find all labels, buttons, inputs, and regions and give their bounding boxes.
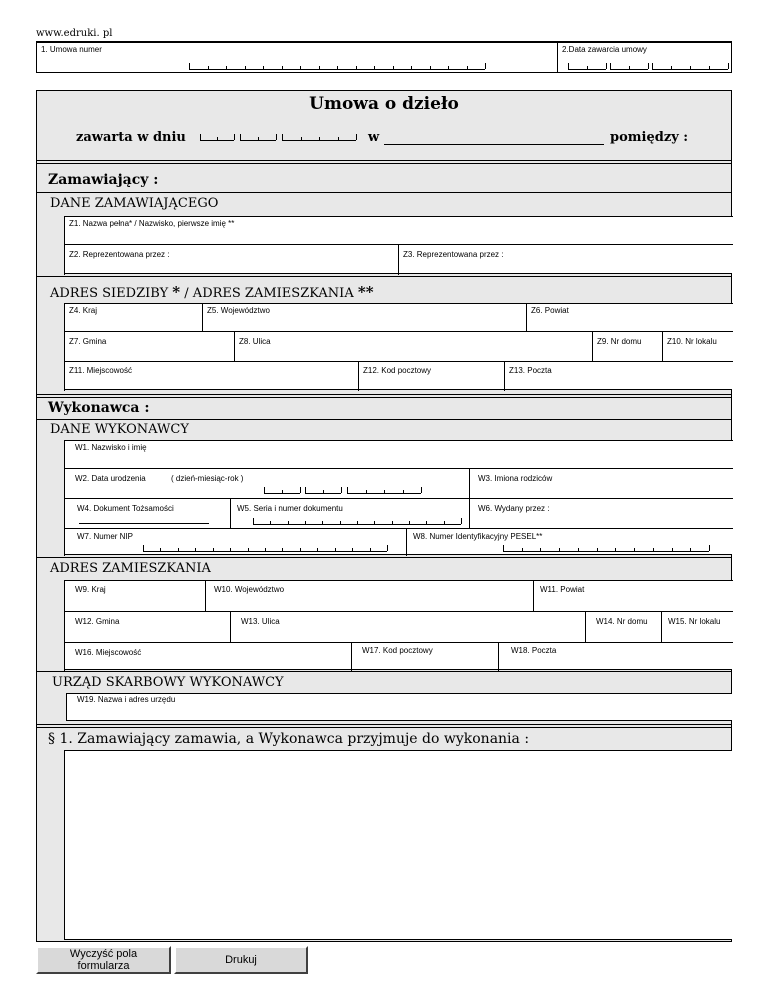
z6-label: Z6. Powiat — [531, 306, 569, 315]
w18-label: W18. Poczta — [511, 646, 557, 655]
comb-tick — [392, 521, 393, 524]
comb-tick — [234, 134, 235, 140]
site-url: www.edruki. pl — [36, 28, 113, 39]
comb-tick — [409, 521, 410, 524]
ordering-data-title: DANE ZAMAWIAJĄCEGO — [50, 196, 219, 211]
comb-tick — [264, 487, 265, 493]
z7-label: Z7. Gmina — [69, 337, 107, 346]
comb-tick — [568, 63, 569, 69]
comb-tick — [356, 66, 357, 69]
comb-tick — [245, 66, 246, 69]
comb-tick — [276, 134, 277, 140]
w11-label: W11. Powiat — [540, 585, 585, 594]
comb-tick — [384, 490, 385, 493]
comb-tick — [301, 137, 302, 140]
z13-label: Z13. Poczta — [509, 366, 552, 375]
comb-tick — [421, 487, 422, 493]
contractor-data-title: DANE WYKONAWCY — [50, 422, 189, 437]
w12-field[interactable] — [64, 611, 230, 642]
w19-field[interactable] — [66, 693, 732, 721]
ordering-address-rule — [36, 276, 732, 277]
comb-tick — [335, 548, 336, 551]
comb-tick — [282, 66, 283, 69]
page-title: Umowa o dzieło — [309, 94, 459, 114]
comb-tick — [587, 66, 588, 69]
w2-label: W2. Data urodzenia — [75, 474, 146, 483]
z11-label: Z11. Miejscowość — [69, 366, 132, 375]
comb-tick — [248, 548, 249, 551]
w19-label: W19. Nazwa i adres urzędu — [77, 695, 176, 704]
z1-label: Z1. Nazwa pełna* / Nazwisko, pierwsze imię ** — [69, 219, 235, 228]
w1-label: W1. Nazwisko i imię — [75, 443, 147, 452]
comb-tick — [305, 521, 306, 524]
print-button[interactable]: Drukuj — [174, 946, 308, 974]
comb-tick — [634, 548, 635, 551]
comb-tick — [338, 137, 339, 140]
contractor-address-box — [64, 580, 732, 670]
contract-date-field[interactable] — [558, 43, 732, 73]
concluded-month[interactable] — [240, 134, 276, 141]
comb-tick — [356, 134, 357, 140]
comb-tick — [217, 137, 218, 140]
contract-number-comb[interactable] — [189, 63, 485, 70]
concluded-place-line[interactable] — [384, 144, 604, 145]
contractor-heading: Wykonawca : — [48, 400, 150, 416]
w6-label: W6. Wydany przez : — [478, 504, 550, 513]
z4-field[interactable] — [64, 303, 202, 331]
comb-tick — [305, 487, 306, 493]
comb-tick — [444, 521, 445, 524]
concluded-on-label: zawarta w dniu — [76, 130, 186, 145]
z9-field[interactable] — [592, 331, 662, 361]
z3-field[interactable] — [398, 244, 733, 275]
z6-field[interactable] — [526, 303, 733, 331]
contractor-data-box — [64, 440, 732, 555]
comb-tick — [503, 545, 504, 551]
w5-field[interactable] — [230, 498, 469, 528]
w8-label: W8. Numer Identyfikacyjny PESEL** — [413, 532, 543, 541]
w17-field[interactable] — [351, 642, 498, 671]
comb-tick — [300, 487, 301, 493]
comb-tick — [253, 518, 254, 524]
comb-tick — [403, 490, 404, 493]
comb-tick — [648, 63, 649, 69]
w11-field[interactable] — [533, 580, 733, 611]
comb-tick — [323, 490, 324, 493]
z4-label: Z4. Kraj — [69, 306, 98, 315]
comb-tick — [319, 137, 320, 140]
w8-field[interactable] — [406, 528, 733, 556]
comb-tick — [426, 521, 427, 524]
comb-tick — [370, 548, 371, 551]
comb-tick — [317, 548, 318, 551]
contractor-rule — [36, 419, 732, 420]
comb-tick — [282, 548, 283, 551]
w14-label: W14. Nr domu — [596, 617, 648, 626]
comb-tick — [200, 134, 201, 140]
z3-label: Z3. Reprezentowana przez : — [403, 250, 504, 259]
w5-comb[interactable] — [253, 518, 461, 525]
concluded-between-label: pomiędzy : — [610, 130, 689, 145]
w13-field[interactable] — [230, 611, 585, 642]
w2-year[interactable] — [347, 487, 421, 494]
comb-tick — [263, 66, 264, 69]
w18-field[interactable] — [498, 642, 733, 671]
comb-tick — [282, 134, 283, 140]
comb-tick — [178, 548, 179, 551]
concluded-year[interactable] — [282, 134, 356, 141]
double-rule-2 — [36, 394, 732, 398]
z12-label: Z12. Kod pocztowy — [363, 366, 432, 375]
w3-field[interactable] — [469, 468, 733, 498]
ordering-address-star2: ** — [357, 283, 374, 301]
w12-label: W12. Gmina — [75, 617, 120, 626]
ordering-rule — [36, 192, 732, 193]
comb-tick — [300, 548, 301, 551]
z5-label: Z5. Województwo — [207, 306, 270, 315]
comb-tick — [690, 548, 691, 551]
comb-tick — [189, 63, 190, 69]
comb-tick — [195, 548, 196, 551]
ordering-address-title-1: ADRES SIEDZIBY — [50, 286, 169, 301]
concluded-day[interactable] — [200, 134, 234, 141]
w7-field[interactable] — [64, 528, 406, 556]
comb-tick — [270, 521, 271, 524]
comb-tick — [411, 66, 412, 69]
double-rule-3 — [36, 724, 732, 728]
title-section — [36, 90, 732, 162]
comb-tick — [282, 490, 283, 493]
comb-tick — [265, 548, 266, 551]
z2-field[interactable] — [64, 244, 398, 275]
z12-field[interactable] — [358, 361, 504, 391]
tax-office-title: URZĄD SKARBOWY WYKONAWCY — [52, 675, 284, 690]
comb-tick — [341, 487, 342, 493]
comb-tick — [340, 521, 341, 524]
w16-field[interactable] — [64, 642, 351, 671]
comb-tick — [610, 63, 611, 69]
w2-field[interactable] — [64, 468, 469, 498]
w2-hint: ( dzień-miesiąc-rok ) — [171, 474, 244, 483]
z10-field[interactable] — [662, 331, 733, 361]
w10-field[interactable] — [205, 580, 533, 611]
comb-tick — [671, 66, 672, 69]
comb-tick — [690, 66, 691, 69]
comb-tick — [230, 548, 231, 551]
w8-comb[interactable] — [503, 545, 709, 552]
comb-tick — [578, 548, 579, 551]
w7-comb[interactable] — [143, 545, 387, 552]
contract-number-field[interactable] — [36, 43, 558, 73]
w13-label: W13. Ulica — [241, 617, 280, 626]
comb-tick — [672, 548, 673, 551]
comb-tick — [143, 545, 144, 551]
comb-tick — [615, 548, 616, 551]
double-rule — [36, 160, 732, 164]
w16-label: W16. Miejscowość — [75, 648, 142, 657]
w2-month[interactable] — [305, 487, 341, 494]
clear-form-button[interactable]: Wyczyść pola formularza — [36, 946, 171, 974]
w15-label: W15. Nr lokalu — [668, 617, 721, 626]
comb-tick — [226, 66, 227, 69]
comb-tick — [319, 66, 320, 69]
z5-field[interactable] — [202, 303, 526, 331]
comb-tick — [606, 63, 607, 69]
tax-office-rule — [36, 671, 732, 672]
contractor-address-title: ADRES ZAMIESZKANIA — [50, 561, 211, 576]
w3-label: W3. Imiona rodziców — [478, 474, 553, 483]
comb-tick — [522, 548, 523, 551]
contract-date-month[interactable] — [610, 63, 648, 70]
w4-field[interactable] — [64, 498, 230, 528]
comb-tick — [461, 518, 462, 524]
comb-tick — [448, 66, 449, 69]
comb-tick — [709, 545, 710, 551]
comb-tick — [559, 548, 560, 551]
z9-label: Z9. Nr domu — [597, 337, 642, 346]
comb-tick — [393, 66, 394, 69]
comb-tick — [374, 521, 375, 524]
z8-field[interactable] — [234, 331, 592, 361]
comb-tick — [337, 66, 338, 69]
w2-day[interactable] — [264, 487, 300, 494]
z8-label: Z8. Ulica — [239, 337, 271, 346]
w4-label: W4. Dokument Tożsamości — [77, 504, 174, 513]
paragraph-1-textarea[interactable] — [64, 750, 732, 940]
comb-tick — [208, 66, 209, 69]
w4-line[interactable] — [79, 523, 209, 524]
comb-tick — [485, 63, 486, 69]
ordering-address-box — [64, 303, 732, 390]
comb-tick — [629, 66, 630, 69]
comb-tick — [160, 548, 161, 551]
comb-tick — [258, 137, 259, 140]
z13-field[interactable] — [504, 361, 733, 391]
comb-tick — [387, 545, 388, 551]
contractor-address-rule — [36, 557, 732, 558]
z7-field[interactable] — [64, 331, 234, 361]
comb-tick — [728, 63, 729, 69]
comb-tick — [366, 490, 367, 493]
contract-date-day[interactable] — [568, 63, 606, 70]
ordering-address-title-2: / ADRES ZAMIESZKANIA — [184, 286, 354, 301]
comb-tick — [653, 548, 654, 551]
comb-tick — [213, 548, 214, 551]
w9-field[interactable] — [64, 580, 205, 611]
z11-field[interactable] — [64, 361, 358, 391]
ordering-address-title — [50, 283, 374, 301]
w10-label: W10. Województwo — [214, 585, 285, 594]
contract-number-label: 1. Umowa numer — [41, 45, 102, 54]
w1-field[interactable] — [64, 440, 733, 468]
comb-tick — [430, 66, 431, 69]
z10-label: Z10. Nr lokalu — [667, 337, 717, 346]
paragraph-1-heading: § 1. Zamawiający zamawia, a Wykonawca przyjmuje do wykonania : — [48, 731, 530, 747]
w9-label: W9. Kraj — [75, 585, 106, 594]
z1-field[interactable] — [64, 216, 733, 244]
contract-date-year[interactable] — [652, 63, 728, 70]
comb-tick — [540, 548, 541, 551]
ordering-data-box — [64, 216, 732, 274]
w6-field[interactable] — [469, 498, 733, 528]
concluded-in-label: w — [368, 130, 380, 145]
comb-tick — [322, 521, 323, 524]
comb-tick — [597, 548, 598, 551]
w7-label: W7. Numer NIP — [77, 532, 134, 541]
w5-label: W5. Seria i numer dokumentu — [237, 504, 343, 513]
comb-tick — [652, 63, 653, 69]
comb-tick — [709, 66, 710, 69]
comb-tick — [300, 66, 301, 69]
w15-field[interactable] — [661, 611, 733, 642]
comb-tick — [347, 487, 348, 493]
comb-tick — [240, 134, 241, 140]
comb-tick — [467, 66, 468, 69]
z2-label: Z2. Reprezentowana przez : — [69, 250, 170, 259]
ordering-heading: Zamawiający : — [48, 172, 159, 188]
w14-field[interactable] — [585, 611, 661, 642]
contract-date-label: 2.Data zawarcia umowy — [562, 45, 647, 54]
w17-label: W17. Kod pocztowy — [362, 646, 433, 655]
comb-tick — [352, 548, 353, 551]
ordering-address-star: * — [172, 283, 181, 301]
comb-tick — [357, 521, 358, 524]
comb-tick — [288, 521, 289, 524]
comb-tick — [374, 66, 375, 69]
